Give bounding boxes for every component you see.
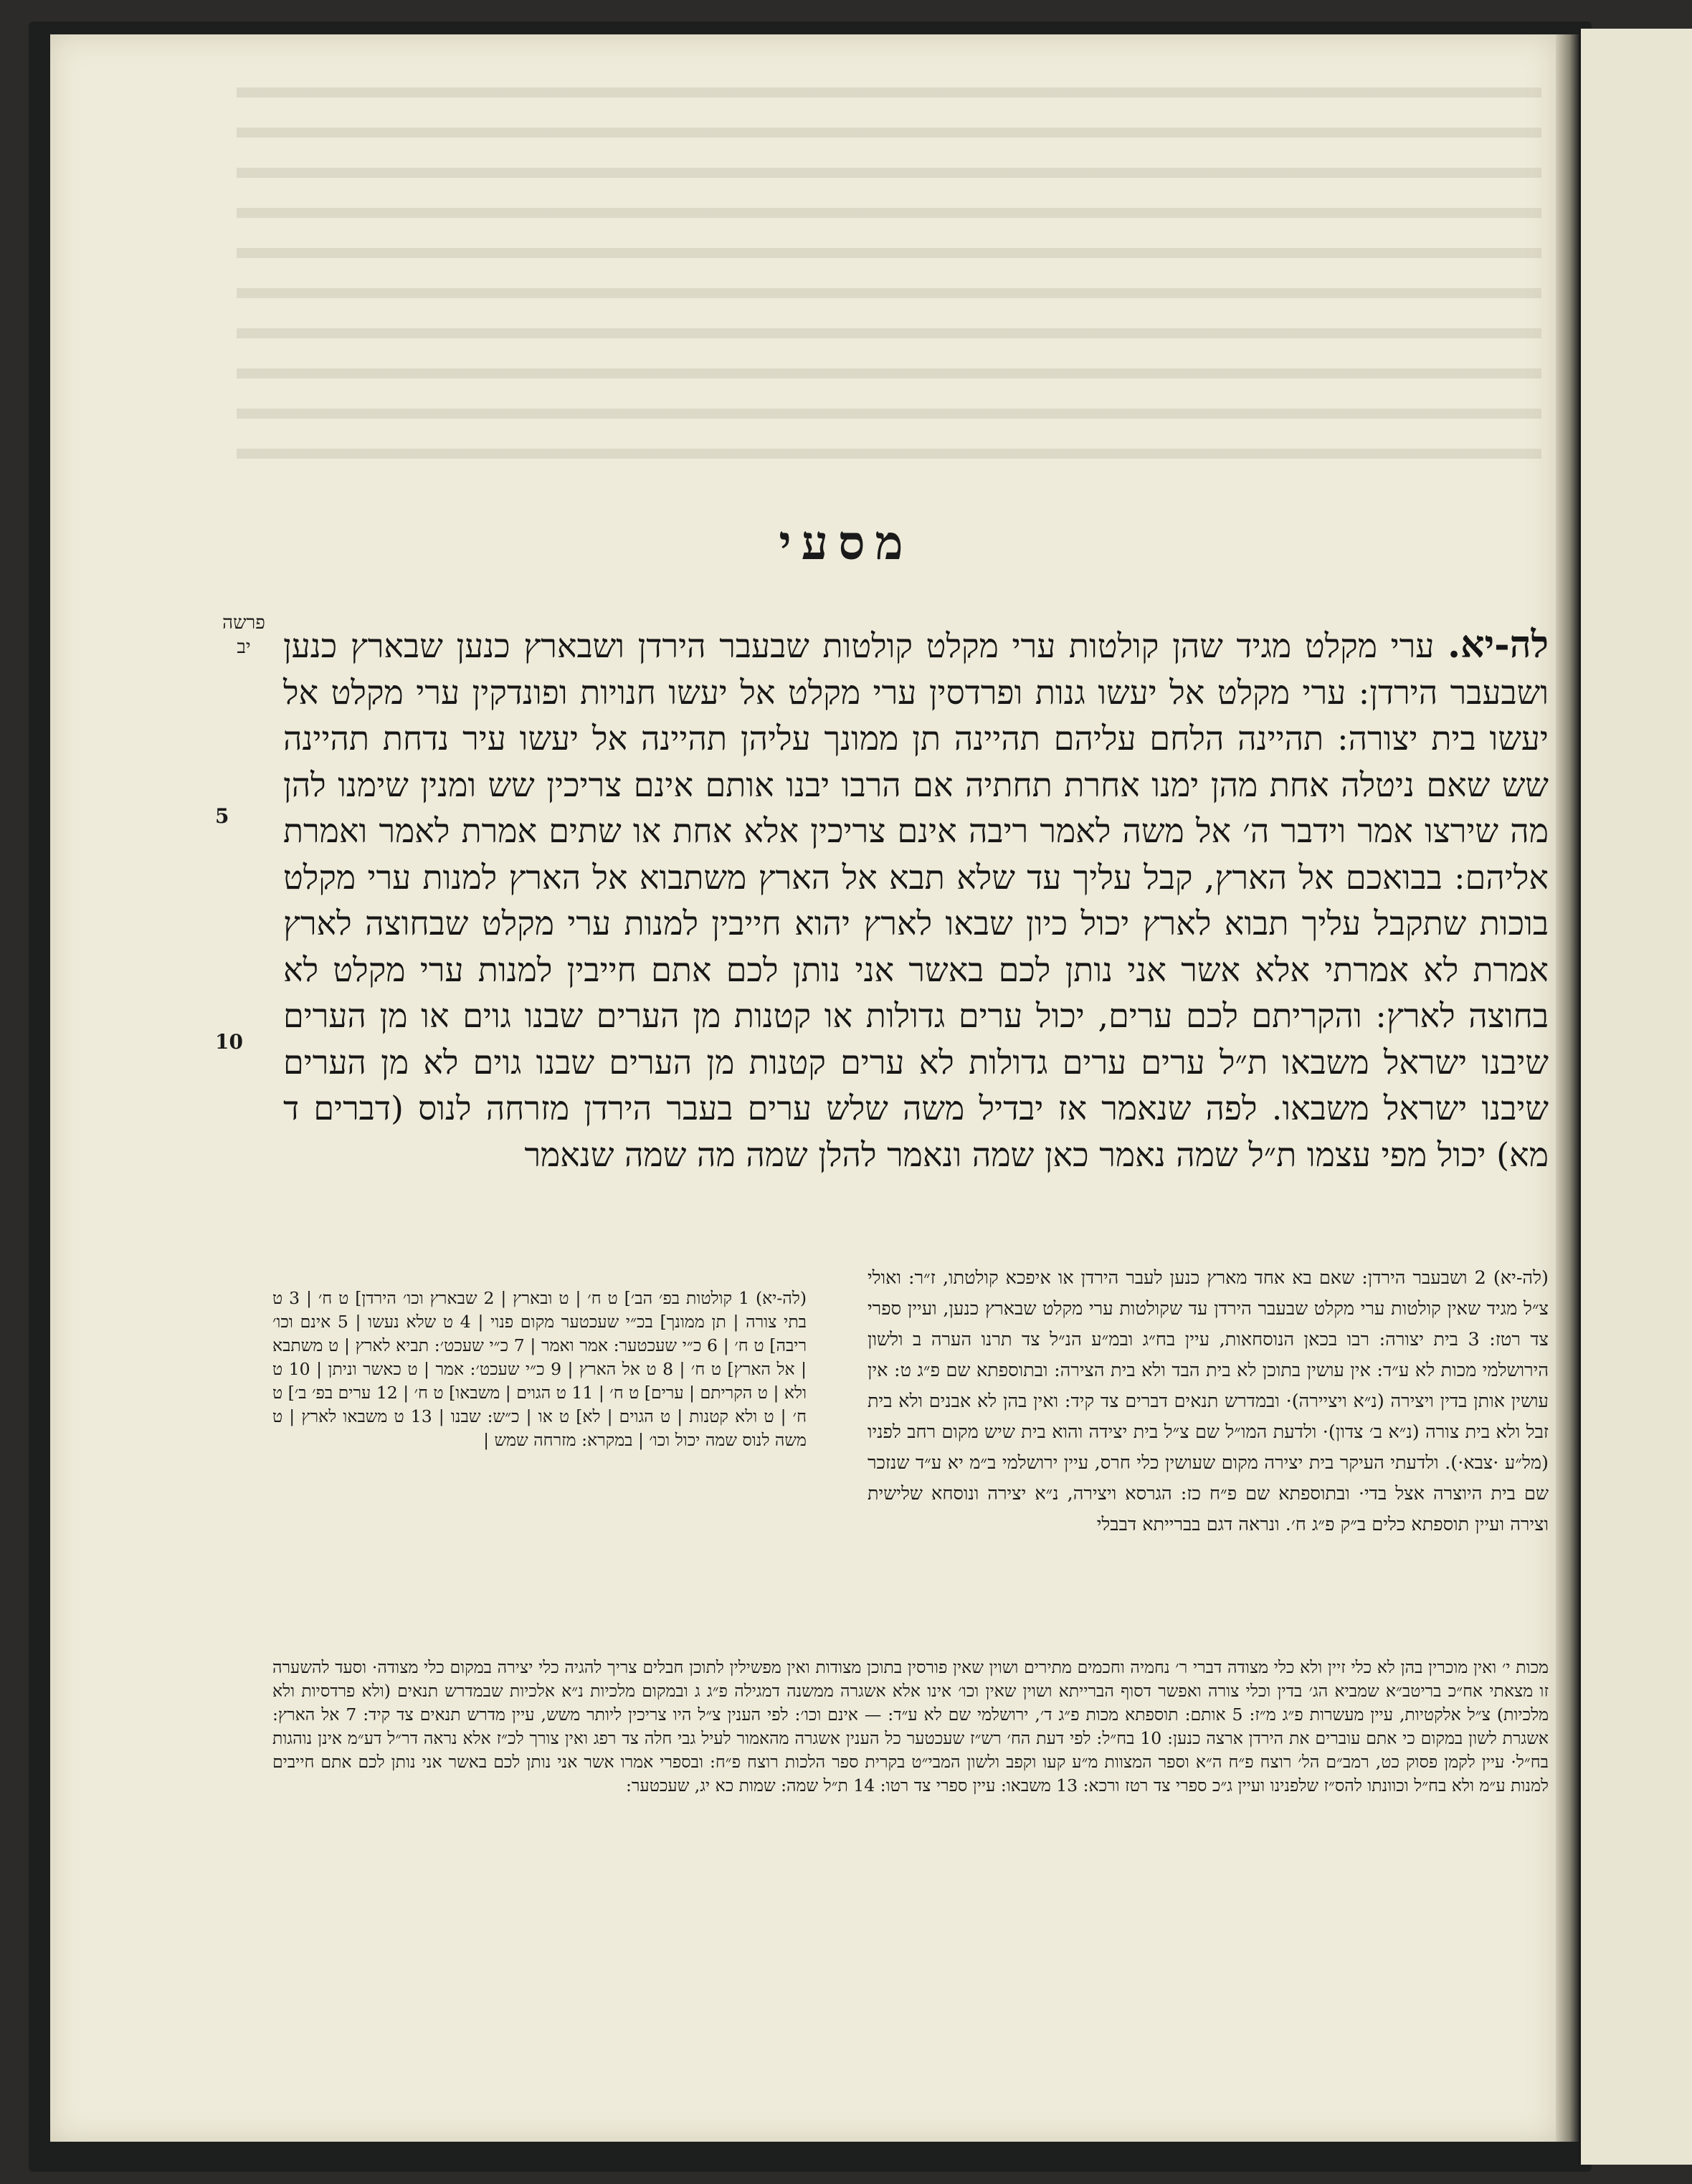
commentary-notes-wide: מכות י׳ ואין מוכרין בהן לא כלי זיין ולא כלי מצודה דברי ר׳ נחמיה וחכמים מתירים ושוין שאין פורסין בתוכן מצודות ואין מפשילין לתוכן חבלים צריך להגיה כלי יצירה במקום כלי מצודה· וסעד להשערה זו מצאתי אח״כ בריטב״א שמביא הג׳ בדין וכלי צורה ואפשר דסוף הברייתא ושוין שאין וכו׳ אינו אלא אשגרה ממשנה דמגילה פ״ג ג ובמקום מלכיות נ״א אלכיות שבמדרש תנאים (ולא פרדסיות ולא מלכיות) צ״ל אלקטיות, עיין מעשרות פ״ג מ״ז: 5 אותם: תוספתא מכות פ״ג ד׳, ירושלמי שם לא ע״ד: — אינם וכו׳: לפי הענין צ״ל היו צריכין ליותר משש, עיין מדרש תנאים צד קיד: 7 אל הארץ: אשגרת לשון במקום כי אתם עוברים את הירדן ארצה כנען: 10 בח״ל: לפי דעת הח׳ רש״ז שעכטער כל הענין אשגרה מהאמור לעיל גבי חלה צד רפג ואין צורך לכ״ז אלא נראה דר״ל דע״מ אינן נוהגות בח״ל· עיין לקמן פסוק כט, רמב״ם הל׳ רוצח פ״ח ה״א וספר המצוות מ״ע קעו וקפב ולשון המבי״ט בקרית ספר הלכות רוצח פ״ח: ובספרי אמרו אשר אני נותן לכם באשר אני נותן לכם אתם חייבים למנות ע״מ ולא בח״ל וכוונתו להס״ז שלפנינו ועיין ג״כ ספרי צד רטז ורכא: 13 משבאו: עיין ספרי צד רטו: 14 ת״ל שמה: שמות כא יג, שעכטער: xyxy=(272,1657,1549,1796)
book-spine-gap xyxy=(1556,34,1579,2142)
main-text-block xyxy=(283,622,1549,1178)
facing-page-edge xyxy=(1579,29,1692,2165)
parasha-label: פרשה xyxy=(222,612,265,634)
verse-reference: לה-יא. xyxy=(1448,623,1549,667)
page-title: מסעי xyxy=(779,515,913,571)
commentary-notes-column: (לה-יא) 2 ושבעבר הירדן: שאם בא אחד מארץ כנען לעבר הירדן או איפכא קולטתו, ז״ר: ואולי צ״ל מגיד שאין קולטות ערי מקלט שבעבר הירדן עד שקולטות ערי מקלט שבארץ כנען, ועיין ספרי צד רטז: 3 בית יצורה: רבו בכאן הנוסחאות, עיין בח״ג ובמ״ע הנ״ל צד תרנו הערה ב ולשון הירושלמי מכות לא ע״ד: אין עושין בתוכן לא בית הבד ולא בית הצירה: ובתוספתא שם פ״ג ט: אין עושין אותן בדין ויצירה (נ״א ויציירה)· ובמדרש תנאים דברים צד קיד: ואין בהן לא אבנים ולא בית זבל ולא בית צורה (נ״א ב׳ צדון)· ולדעת המו״ל שם צ״ל בית יצידה והוא בית שיש מקום רחב לפניו (מל״ע ·צבא·). ולדעתי העיקר בית יצירה מקום שעושין כלי חרס, עיין ירושלמי ב״מ יא ע״ד שנזכר שם בית היוצרה אצל בדי· ובתוספתא שם פ״ח כז: הגרסא ויצירה, נ״א יצירה ונוסחא שלישית וצירה ועיין תוספתא כלים ב״ק פ״ג ח׳. ונראה דגם בברייתא דבבלי xyxy=(868,1267,1549,1535)
line-number-5: 5 xyxy=(215,804,229,828)
show-through-text xyxy=(237,72,1541,487)
parasha-marker xyxy=(201,611,287,659)
line-number-10: 10 xyxy=(215,1030,243,1054)
main-text-body: ערי מקלט מגיד שהן קולטות ערי מקלט קולטות שבעבר הירדן ושבארץ כנען שבארץ כנען ושבעבר הירדן: ערי מקלט אל יעשו גנות ופרדסין ערי מקלט אל יעשו חנויות ופונדקין ערי מקלט אל יעשו בית יצורה: תהיינה הלחם עליהם תהיינה תן ממונך עליהן תהיינה אל יעשו עיר נדחת תהיינה שש שאם ניטלה אחת מהן ימנו אחרת תחתיה אם הרבו יבנו אותם אינם צריכין שש ומנין שימנו להן מה שירצו אמר וידבר ה׳ אל משה לאמר ריבה אינם צריכין אלא אחת או שתים אמרת לאמר ואמרת אליהם: בבואכם אל הארץ, קבל עליך עד שלא תבא אל הארץ משתבוא אל הארץ למנות ערי מקלט בוכות שתקבל עליך תבוא לארץ יכול כיון שבאו לארץ יהוא חייבין למנות ערי מקלט שבחוצה לארץ אמרת לא אמרתי אלא אשר אני נותן לכם באשר אני נותן לכם אתם חייבין למנות ערי מקלט לא בחוצה לארץ: והקריתם לכם ערים, יכול ערים גדולות או קטנות מן הערים שבנו גוים או מן הערים שיבנו ישראל משבאו ת״ל ערים ערים גדולות לא ערים קטנות מן הערים שבנו גוים לא מן הערים שיבנו ישראל משבאו. לפה שנאמר אז יבדיל משה שלש ערים בעבר הירדן מזרחה לנוס (דברים ד מא) יכול מפי עצמו ת״ל שמה נאמר כאן שמה ונאמר להלן שמה מה שמה שנאמר xyxy=(283,626,1549,1174)
variant-apparatus: (לה-יא) 1 קולטות בפ׳ הב׳] ט ח׳ | ט ובארץ | 2 שבארץ וכו׳ הירדן] ט ח׳ | 3 ט בתי צורה | תן ממונך] בכ״י שעכטער מקום פנוי | 4 ט שלא נעשו | 5 אינם וכו׳ ריבה] ט ח׳ | 6 כ״י שעכטער: אמר ואמר | 7 כ״י שעכט׳: תביא לארץ | ט משתבא | אל הארץ] ט ח׳ | 8 ט אל הארץ | 9 כ״י שעכט׳: אמר | ט כאשר וניתן | 10 ט ולא | ט הקריתם | ערים] ט ח׳ | 11 ט הגוים | משבאו] ט ח׳ | 12 ערים בפ׳ ב׳] ט ח׳ | ט ולא קטנות | ט הגוים | לא] ט או | כ״ש: שבנו | 13 ט משבאו לארץ | ט משה לנוס שמה יכול וכו׳ | במקרא: מזרחה שמש | xyxy=(272,1288,807,1450)
parasha-number: יב xyxy=(237,636,251,658)
